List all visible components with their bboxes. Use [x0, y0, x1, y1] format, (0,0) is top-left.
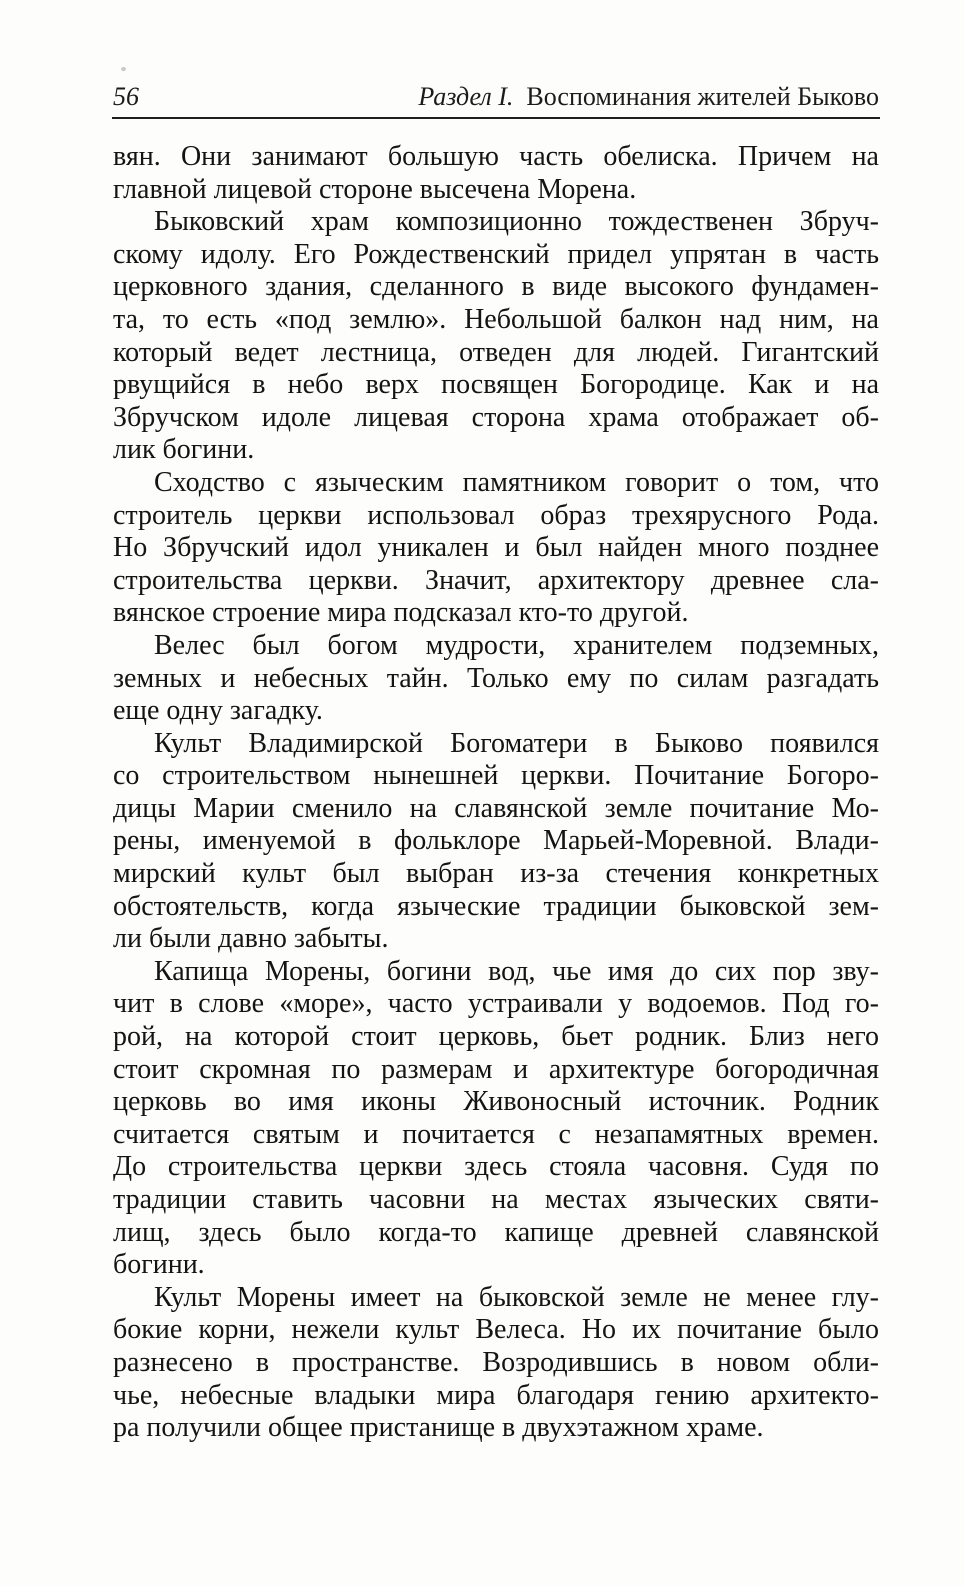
text-line: церковного здания, сделанного в виде высокого фундамен-	[113, 271, 879, 303]
text-line: считается святым и почитается с незапамятных времен.	[113, 1118, 879, 1150]
text-line: дицы Марии сменило на славянской земле почитание Мо-	[113, 792, 879, 824]
paragraph	[113, 1282, 879, 1445]
paragraph	[113, 728, 879, 956]
text-line: лищ, здесь было когда-то капище древней славянской	[113, 1216, 879, 1248]
running-header	[113, 82, 879, 112]
text-line: церковь во имя иконы Живоносный источник. Родник	[113, 1086, 879, 1118]
chapter-title: Воспоминания жителей Быково	[526, 82, 879, 111]
text-line: скому идолу. Его Рождественский придел упрятан в часть	[113, 238, 879, 270]
text-line: вян. Они занимают большую часть обелиска. Причем на	[113, 141, 879, 172]
text-line: Велес был богом мудрости, хранителем подземных,	[154, 629, 879, 661]
scan-speck	[121, 67, 126, 71]
text-line: Но Збручский идол уникален и был найден много позднее	[113, 532, 879, 564]
text-line: разнесено в пространстве. Возродившись в новом обли-	[113, 1346, 879, 1378]
paragraph	[113, 956, 879, 1282]
section-label: Раздел I.	[418, 82, 520, 111]
paragraph	[113, 467, 879, 630]
text-line: который ведет лестница, отведен для людей. Гигантский	[113, 336, 879, 368]
text-line: мирский культ был выбран из-за стечения конкретных	[113, 858, 879, 890]
text-line: Капища Морены, богини вод, чье имя до сих пор зву-	[154, 955, 879, 987]
paragraph	[113, 141, 879, 206]
text-line: Сходство с языческим памятником говорит о том, что	[154, 466, 879, 498]
text-line: лик богини.	[113, 434, 255, 466]
text-line: рой, на которой стоит церковь, бьет родник. Близ него	[113, 1021, 879, 1053]
text-line: Культ Владимирской Богоматери в Быково появился	[154, 727, 879, 759]
text-line: стоит скромная по размерам и архитектуре богородичная	[113, 1053, 879, 1085]
text-line: строитель церкви использовал образ трехярусного Рода.	[113, 499, 879, 531]
text-line: главной лицевой стороне высечена Морена.	[113, 173, 637, 205]
text-line: ли были давно забыты.	[113, 923, 389, 955]
paragraph	[113, 630, 879, 728]
text-line: строительства церкви. Значит, архитектору древнее сла-	[113, 564, 879, 596]
text-line: чье, небесные владыки мира благодаря гению архитекто-	[113, 1379, 879, 1411]
text-line: та, то есть «под землю». Небольшой балкон над ним, на	[113, 303, 879, 335]
text-body	[113, 141, 879, 1445]
text-line: ра получили общее пристанище в двухэтажном храме.	[113, 1412, 764, 1444]
text-line: традиции ставить часовни на местах языческих святи-	[113, 1184, 879, 1215]
text-line: богини.	[113, 1249, 205, 1281]
text-line: Культ Морены имеет на быковской земле не менее глу-	[154, 1281, 879, 1313]
text-line: Збручском идоле лицевая сторона храма отображает об-	[113, 401, 879, 433]
text-line: Быковский храм композиционно тождественен Збруч-	[154, 206, 879, 238]
text-line: еще одну загадку.	[113, 695, 323, 727]
text-line: чит в слове «море», часто устраивали у водоемов. Под го-	[113, 988, 879, 1020]
text-line: До строительства церкви здесь стояла часовня. Судя по	[113, 1151, 879, 1183]
text-line: рены, именуемой в фольклоре Марьей-Моревной. Влади-	[113, 825, 879, 857]
text-line: обстоятельств, когда языческие традиции быковской зем-	[113, 890, 879, 922]
paragraph	[113, 206, 879, 467]
page-number: 56	[113, 82, 139, 111]
text-line: бокие корни, нежели культ Велеса. Но их почитание было	[113, 1314, 879, 1346]
header-title	[418, 82, 879, 112]
text-line: рвущийся в небо верх посвящен Богородице. Как и на	[113, 369, 879, 401]
text-line: вянское строение мира подсказал кто-то другой.	[113, 597, 689, 629]
text-line: земных и небесных тайн. Только ему по силам разгадать	[113, 662, 879, 694]
text-line: со строительством нынешней церкви. Почитание Богоро-	[113, 760, 879, 792]
header-rule	[112, 117, 880, 119]
